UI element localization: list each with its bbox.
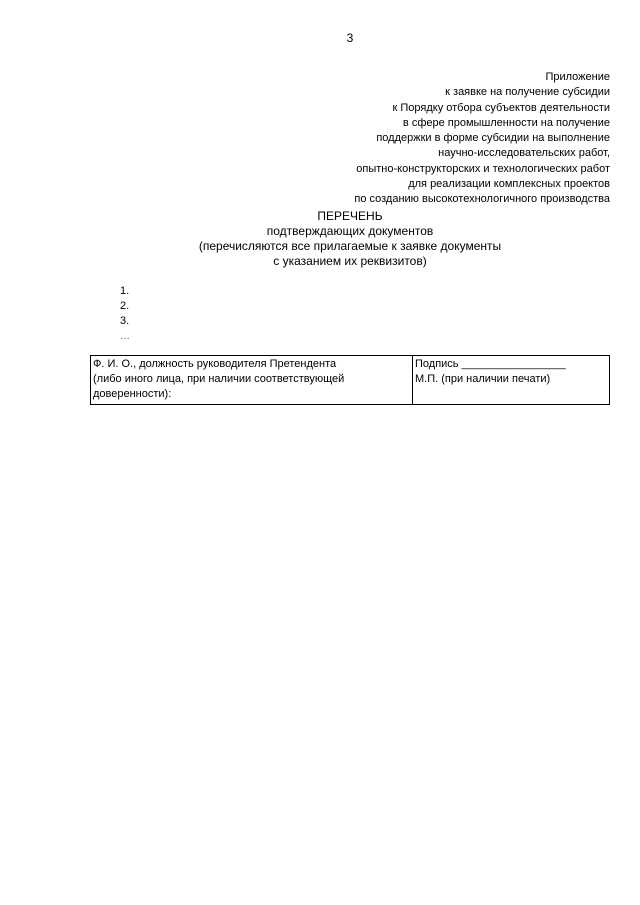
appendix-line: в сфере промышленности на получение [402, 116, 610, 129]
appendix-line: по созданию высокотехнологичного производства [354, 193, 610, 206]
list-item: 3. [120, 315, 130, 327]
subtitle-line: с указанием их реквизитов) [273, 254, 427, 268]
list-item: 2. [120, 300, 130, 312]
list-item-ellipsis: … [120, 331, 130, 342]
document-heading [0, 209, 640, 269]
document-list [120, 284, 130, 344]
signer-line: (либо иного лица, при наличии соответствующей [93, 373, 345, 385]
appendix-line: к заявке на получение субсидии [445, 86, 610, 99]
appendix-line: научно-исследовательских работ, [438, 147, 610, 160]
document-title: ПЕРЕЧЕНЬ [317, 209, 383, 223]
appendix-line: опытно-конструкторских и технологических работ [356, 162, 610, 175]
signature-cell [413, 356, 610, 405]
signer-cell [91, 356, 413, 405]
appendix-line: для реализации комплексных проектов [408, 178, 610, 191]
signer-line: доверенности): [93, 388, 172, 400]
stamp-line: М.П. (при наличии печати) [415, 373, 551, 385]
appendix-line: Приложение [545, 71, 610, 83]
list-item: 1. [120, 285, 130, 297]
signature-table [90, 355, 610, 405]
page-number: 3 [346, 31, 354, 45]
subtitle-line: подтверждающих документов [266, 224, 434, 238]
appendix-line: поддержки в форме субсидии на выполнение [376, 132, 610, 145]
table-row [91, 356, 610, 405]
appendix-header [290, 70, 610, 208]
appendix-line: к Порядку отбора субъектов деятельности [392, 101, 610, 114]
signature-line: Подпись _________________ [415, 358, 566, 370]
subtitle-line: (перечисляются все прилагаемые к заявке документы [198, 239, 502, 253]
signer-line: Ф. И. О., должность руководителя Претендента [93, 358, 337, 370]
